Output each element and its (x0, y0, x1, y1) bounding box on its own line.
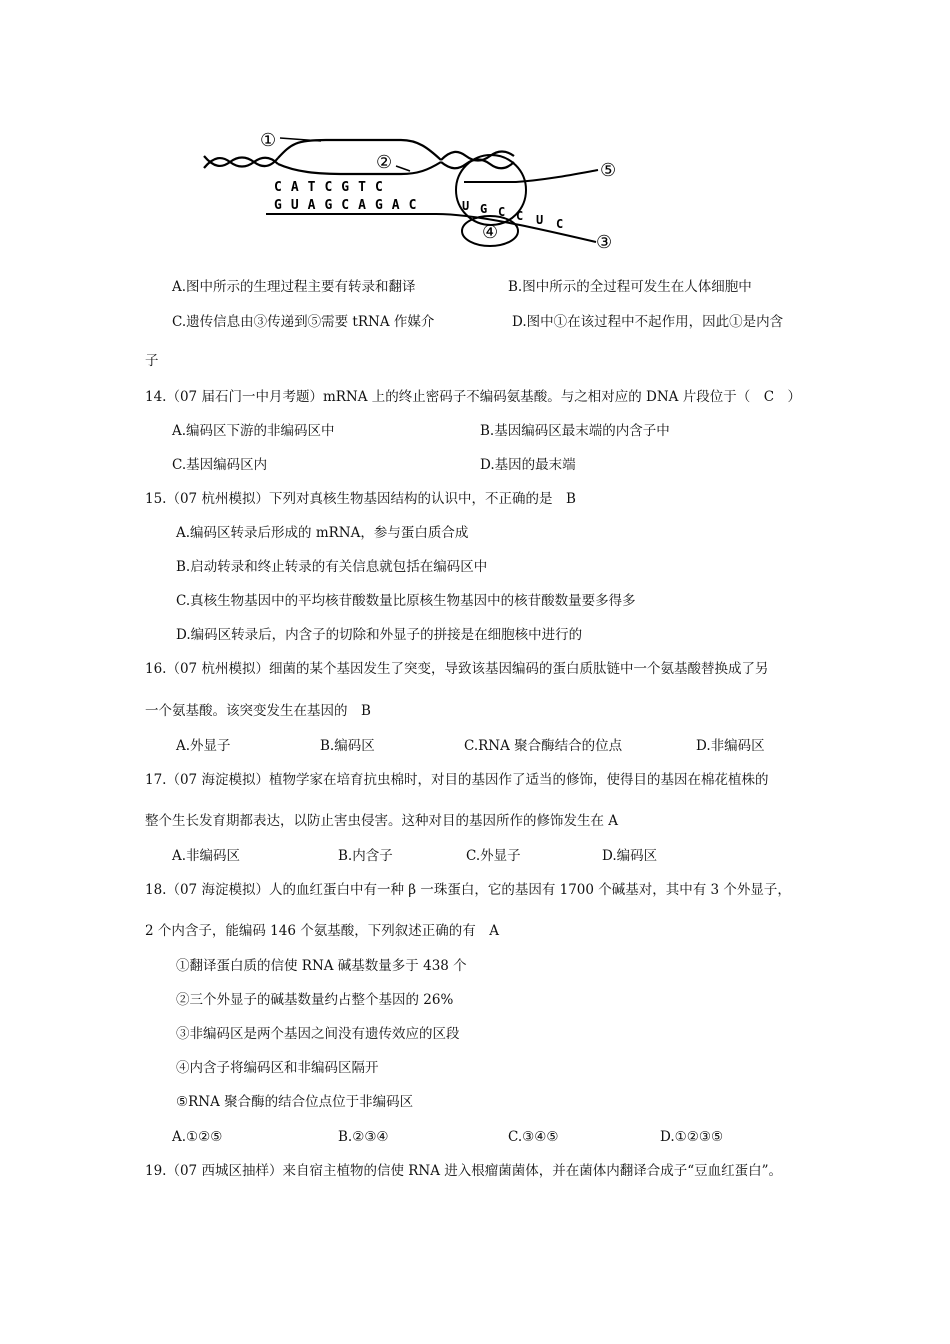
q13-option-d: D.图中①在该过程中不起作用，因此①是内含 (512, 314, 784, 330)
peptide-chain (464, 170, 598, 182)
q17-option-a: A.非编码区 (172, 848, 241, 864)
label-3: ③ (596, 232, 613, 253)
q17-stem-line2: 整个生长发育期都表达，以防止害虫侵害。这种对目的基因所作的修饰发生在 A (145, 813, 619, 829)
q14-option-c: C.基因编码区内 (172, 457, 268, 473)
q16-stem-line1: 16.（07 杭州模拟）细菌的某个基因发生了突变，导致该基因编码的蛋白质肽链中一个氨基酸替换成了另 (145, 661, 769, 677)
q14-option-b: B.基因编码区最末端的内含子中 (480, 423, 670, 439)
mrna-base: U (536, 213, 544, 227)
q13-option-c: C.遗传信息由③传递到⑤需要 tRNA 作媒介 (172, 314, 435, 330)
dna-top-sequence: CATCGTC (274, 180, 392, 195)
q18-statement-1: ①翻译蛋白质的信使 RNA 碱基数量多于 438 个 (176, 958, 467, 974)
q18-statement-4: ④内含子将编码区和非编码区隔开 (176, 1060, 379, 1076)
q18-option-a: A.①②⑤ (172, 1129, 223, 1145)
label-5: ⑤ (600, 160, 617, 181)
q15-option-c: C.真核生物基因中的平均核苷酸数量比原核生物基因中的核苷酸数量要多得多 (176, 593, 636, 609)
dna-left-helix (204, 156, 278, 168)
q16-option-a: A.外显子 (176, 738, 231, 754)
q18-stem-line1: 18.（07 海淀模拟）人的血红蛋白中有一种 β 一珠蛋白，它的基因有 1700 个碱基对，其中有 3 个外显子， (145, 882, 791, 898)
mrna-base: C (516, 209, 524, 223)
mrna-base: C (556, 217, 564, 231)
q18-stem-line2: 2 个内含子，能编码 146 个氨基酸，下列叙述正确的有 A (145, 923, 499, 939)
q18-option-b: B.②③④ (338, 1129, 389, 1145)
label-2-pointer (396, 166, 410, 171)
q17-stem-line1: 17.（07 海淀模拟）植物学家在培育抗虫棉时，对目的基因作了适当的修饰，使得目的基因在棉花植株的 (145, 772, 769, 788)
label-2: ② (376, 152, 393, 173)
q18-statement-5: ⑤RNA 聚合酶的结合位点位于非编码区 (176, 1094, 414, 1110)
q15-option-d: D.编码区转录后，内含子的切除和外显子的拼接是在细胞核中进行的 (176, 627, 583, 643)
q14-option-d: D.基因的最末端 (480, 457, 576, 473)
q16-option-d: D.非编码区 (696, 738, 765, 754)
q15-stem: 15.（07 杭州模拟）下列对真核生物基因结构的认识中，不正确的是 B (145, 491, 576, 507)
q17-option-b: B.内含子 (338, 848, 393, 864)
q16-option-c: C.RNA 聚合酶结合的位点 (464, 738, 623, 754)
q13-option-a: A.图中所示的生理过程主要有转录和翻译 (172, 279, 416, 295)
q18-statement-3: ③非编码区是两个基因之间没有遗传效应的区段 (176, 1026, 460, 1042)
q18-option-d: D.①②③⑤ (660, 1129, 724, 1145)
q15-option-a: A.编码区转录后形成的 mRNA，参与蛋白质合成 (176, 525, 469, 541)
mrna-base: C (498, 205, 506, 219)
q17-option-d: D.编码区 (602, 848, 658, 864)
mrna-base: G (480, 202, 488, 216)
dna-bottom-sequence: GUAGCAGAC (274, 198, 426, 213)
mrna-base: U (462, 199, 470, 213)
q19-stem: 19.（07 西城区抽样）来自宿主植物的信使 RNA 进入根瘤菌菌体，并在菌体内翻译合成子“豆血红蛋白”。 (145, 1163, 783, 1179)
q16-option-b: B.编码区 (320, 738, 375, 754)
transcription-translation-diagram (196, 118, 636, 260)
q15-option-b: B.启动转录和终止转录的有关信息就包括在编码区中 (176, 559, 488, 575)
q13-option-b: B.图中所示的全过程可发生在人体细胞中 (508, 279, 752, 295)
q13-option-d-continued: 子 (145, 353, 159, 369)
q18-option-c: C.③④⑤ (508, 1129, 559, 1145)
q16-stem-line2: 一个氨基酸。该突变发生在基因的 B (145, 703, 371, 719)
label-1: ① (260, 130, 277, 151)
q18-statement-2: ②三个外显子的碱基数量约占整个基因的 26% (176, 992, 454, 1008)
mrna-tail-bases (462, 199, 563, 231)
mrna-strand (266, 214, 596, 242)
dna-coding-strand (278, 140, 441, 160)
dna-right-helix (441, 152, 514, 169)
q14-option-a: A.编码区下游的非编码区中 (172, 423, 335, 439)
label-4: ④ (482, 222, 499, 243)
dna-template-strand (278, 162, 441, 174)
q14-stem: 14.（07 届石门一中月考题）mRNA 上的终止密码子不编码氨基酸。与之相对应的 DNA 片段位于（ C ） (145, 389, 802, 405)
q17-option-c: C.外显子 (466, 848, 521, 864)
